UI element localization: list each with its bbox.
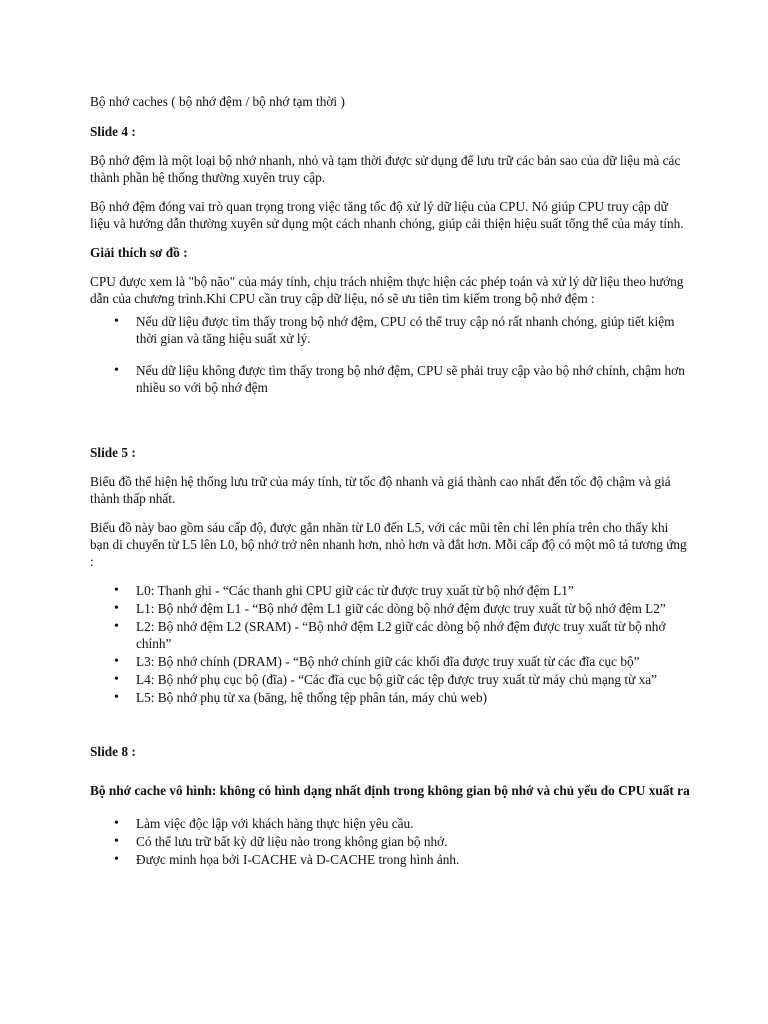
list-item: • Được minh họa bởi I-CACHE và D-CACHE trong hình ảnh.	[90, 851, 690, 868]
slide4-paragraph-2: Bộ nhớ đệm đóng vai trò quan trọng trong việc tăng tốc độ xử lý dữ liệu của CPU. Nó giúp CPU truy cập dữ liệu và hướng dẫn thường xuyên sử dụng một cách nhanh chóng, giúp cải thiện hiệu suất tổng thể của máy tính.	[90, 199, 684, 231]
list-item: • L4: Bộ nhớ phụ cục bộ (đĩa) - “Các đĩa cục bộ giữ các tệp được truy xuất từ máy chủ mạng từ xa”	[90, 671, 690, 688]
list-item: • Làm việc độc lập với khách hàng thực hiện yêu cầu.	[90, 815, 690, 832]
slide5-bullet-list	[90, 582, 690, 706]
slide4-subheading: Giải thích sơ đồ :	[90, 245, 188, 260]
section-spacer	[90, 411, 690, 444]
document-title: Bộ nhớ caches ( bộ nhớ đệm / bộ nhớ tạm thời )	[90, 94, 345, 109]
slide8-heading: Slide 8 :	[90, 744, 136, 759]
list-item: • L0: Thanh ghi - “Các thanh ghi CPU giữ các từ được truy xuất từ bộ nhớ đệm L1”	[90, 582, 690, 599]
slide5-heading: Slide 5 :	[90, 445, 136, 460]
list-item: • L1: Bộ nhớ đệm L1 - “Bộ nhớ đệm L1 giữ các dòng bộ nhớ đệm được truy xuất từ bộ nhớ đệm L2”	[90, 600, 690, 617]
list-item: • L3: Bộ nhớ chính (DRAM) - “Bộ nhớ chính giữ các khối đĩa được truy xuất từ các đĩa cục bộ”	[90, 653, 690, 670]
slide5-paragraph-1: Biểu đồ thể hiện hệ thống lưu trữ của máy tính, từ tốc độ nhanh và giá thành cao nhất đến tốc độ chậm và giá thành thấp nhất.	[90, 474, 671, 506]
section-spacer	[90, 707, 690, 743]
list-item: • Nếu dữ liệu không được tìm thấy trong bộ nhớ đệm, CPU sẽ phải truy cập vào bộ nhớ chính, chậm hơn nhiều so với bộ nhớ đệm	[90, 362, 690, 396]
slide4-heading: Slide 4 :	[90, 124, 136, 139]
slide4-paragraph-1: Bộ nhớ đệm là một loại bộ nhớ nhanh, nhỏ và tạm thời được sử dụng để lưu trữ các bản sao của dữ liệu mà các thành phần hệ thống thường xuyên truy cập.	[90, 153, 681, 185]
list-item: • L2: Bộ nhớ đệm L2 (SRAM) - “Bộ nhớ đệm L2 giữ các dòng bộ nhớ đệm được truy xuất từ bộ nhớ chính”	[90, 618, 690, 652]
list-item: • Có thể lưu trữ bất kỳ dữ liệu nào trong không gian bộ nhớ.	[90, 833, 690, 850]
document-page	[90, 93, 690, 869]
slide8-bold-paragraph: Bộ nhớ cache vô hình: không có hình dạng nhất định trong không gian bộ nhớ và chủ yếu do CPU xuất ra	[90, 783, 690, 798]
slide8-bullet-list	[90, 815, 690, 868]
slide4-bullet-list	[90, 313, 690, 396]
slide5-paragraph-2: Biểu đồ này bao gồm sáu cấp độ, được gắn nhãn từ L0 đến L5, với các mũi tên chỉ lên phía trên cho thấy khi bạn di chuyển từ L5 lên L0, bộ nhớ trở nên nhanh hơn, nhỏ hơn và đắt hơn. Mỗi cấp độ có một mô tả tương ứng :	[90, 520, 687, 569]
slide4-paragraph-3: CPU được xem là "bộ não" của máy tính, chịu trách nhiệm thực hiện các phép toán và xử lý dữ liệu theo hướng dẫn của chương trình.Khi CPU cần truy cập dữ liệu, nó sẽ ưu tiên tìm kiếm trong bộ nhớ đệm :	[90, 274, 684, 306]
list-item: • Nếu dữ liệu được tìm thấy trong bộ nhớ đệm, CPU có thể truy cập nó rất nhanh chóng, giúp tiết kiệm thời gian và tăng hiệu suất xử lý.	[90, 313, 690, 347]
list-item: • L5: Bộ nhớ phụ từ xa (băng, hệ thống tệp phân tán, máy chủ web)	[90, 689, 690, 706]
